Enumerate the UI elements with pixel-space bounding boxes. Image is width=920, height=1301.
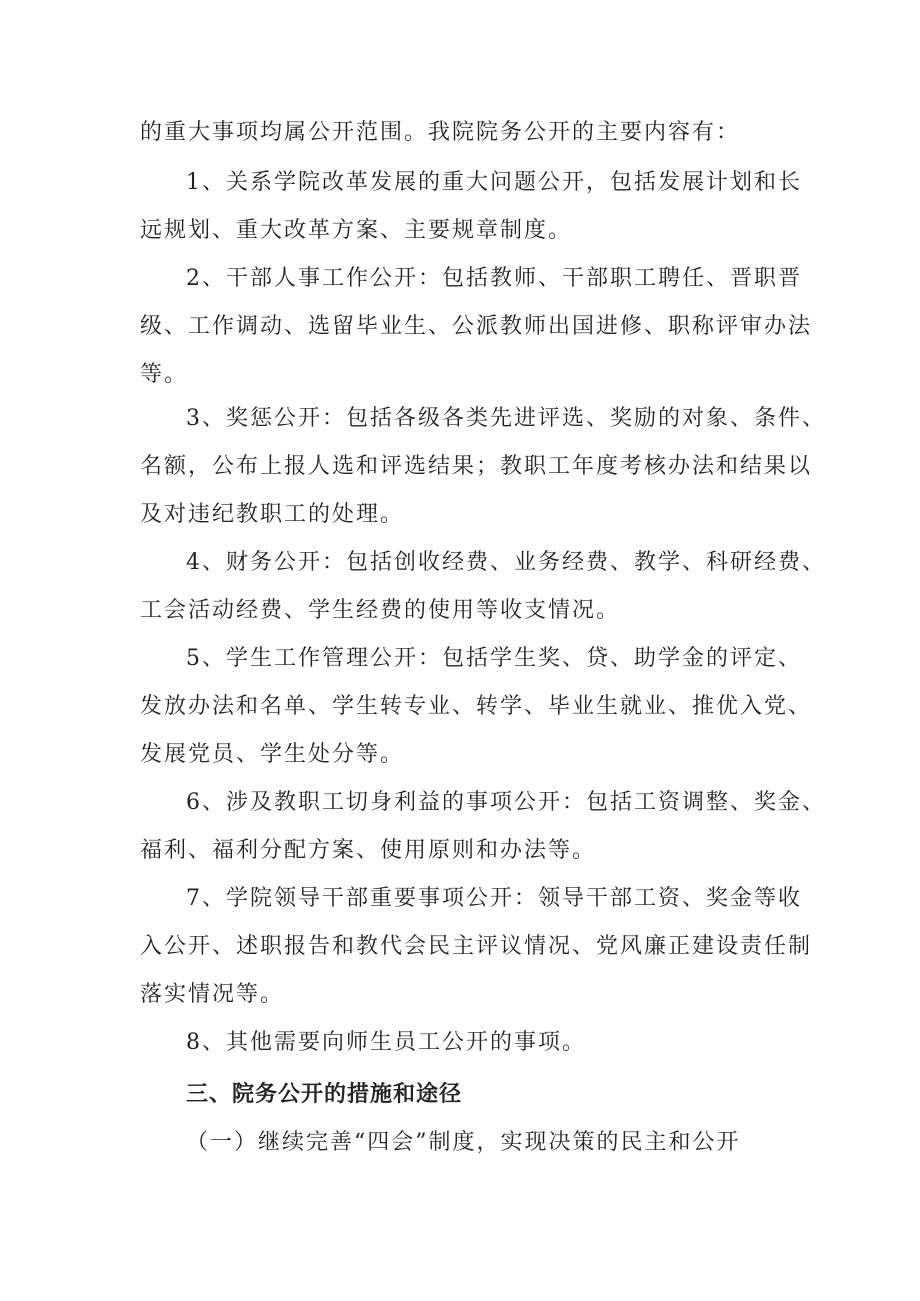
item-2-line: 等。	[140, 362, 189, 387]
paragraph-line: 的重大事项均属公开范围。我院院务公开的主要内容有：	[140, 120, 741, 145]
item-5-line: 5、学生工作管理公开：包括学生奖、贷、助学金的评定、	[186, 646, 802, 671]
item-2-line: 2、干部人事工作公开：包括教师、干部职工聘任、晋职晋	[186, 266, 802, 291]
item-6-line: 福利、福利分配方案、使用原则和办法等。	[140, 838, 597, 863]
item-3-line: 名额，公布上报人选和评选结果；教职工年度考核办法和结果以	[140, 454, 813, 479]
item-6-line: 6、涉及教职工切身利益的事项公开：包括工资调整、奖金、	[186, 790, 826, 815]
subsection-heading: （一）继续完善“四会”制度，实现决策的民主和公开	[186, 1130, 741, 1155]
item-5-line: 发展党员、学生处分等。	[140, 742, 405, 767]
item-3-line: 3、奖惩公开：包括各级各类先进评选、奖励的对象、条件、	[186, 406, 826, 431]
item-7-line: 入公开、述职报告和教代会民主评议情况、党风廉正建设责任制	[140, 934, 813, 959]
item-3-line: 及对违纪教职工的处理。	[140, 502, 405, 527]
item-2-line: 级、工作调动、选留毕业生、公派教师出国进修、职称评审办法	[140, 314, 813, 339]
item-7-line: 落实情况等。	[140, 982, 285, 1007]
item-1-line: 1、关系学院改革发展的重大问题公开，包括发展计划和长	[186, 170, 802, 195]
item-4-line: 工会活动经费、学生经费的使用等收支情况。	[140, 598, 621, 623]
section-heading: 三、院务公开的措施和途径	[186, 1082, 463, 1107]
item-4-line: 4、财务公开：包括创收经费、业务经费、教学、科研经费、	[186, 550, 826, 575]
item-8-line: 8、其他需要向师生员工公开的事项。	[186, 1030, 586, 1055]
item-5-line: 发放办法和名单、学生转专业、转学、毕业生就业、推优入党、	[140, 694, 813, 719]
item-7-line: 7、学院领导干部重要事项公开：领导干部工资、奖金等收	[186, 886, 802, 911]
item-1-line: 远规划、重大改革方案、主要规章制度。	[140, 218, 573, 243]
